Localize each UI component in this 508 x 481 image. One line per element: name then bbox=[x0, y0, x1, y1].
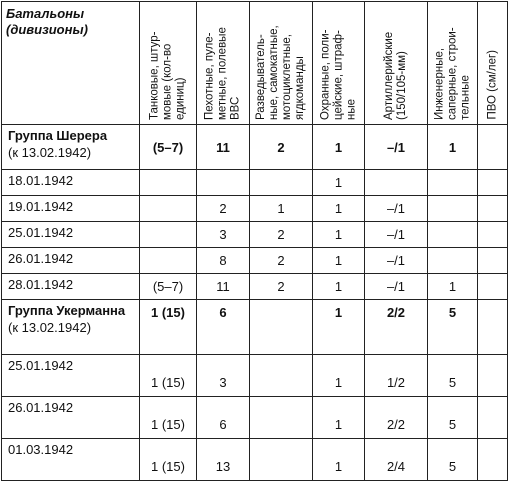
cell-infantry: 3 bbox=[197, 355, 250, 397]
cell-engineers bbox=[428, 248, 478, 274]
cell-infantry: 13 bbox=[197, 439, 250, 481]
cell-security: 1 bbox=[313, 439, 365, 481]
cell-infantry: 6 bbox=[197, 300, 250, 355]
row-label: 19.01.1942 bbox=[2, 196, 140, 222]
col-header-tanks-label: Танковые, штур-мовые (кол-во единиц) bbox=[148, 31, 187, 120]
table-row bbox=[2, 170, 508, 196]
cell-recon bbox=[250, 170, 313, 196]
group-name: Группа Укерманна bbox=[8, 303, 126, 318]
table-row bbox=[2, 125, 508, 170]
cell-artillery: 2/4 bbox=[365, 439, 428, 481]
cell-engineers: 5 bbox=[428, 300, 478, 355]
cell-security: 1 bbox=[313, 222, 365, 248]
cell-tanks bbox=[140, 196, 197, 222]
cell-recon bbox=[250, 355, 313, 397]
cell-security: 1 bbox=[313, 170, 365, 196]
cell-infantry: 2 bbox=[197, 196, 250, 222]
cell-artillery: –/1 bbox=[365, 248, 428, 274]
col-header-artillery-label: Артиллерийские (150/105-мм) bbox=[383, 31, 408, 120]
table-row bbox=[2, 439, 508, 481]
battalions-table bbox=[1, 1, 508, 481]
table-row bbox=[2, 196, 508, 222]
cell-recon: 2 bbox=[250, 274, 313, 300]
cell-tanks bbox=[140, 222, 197, 248]
cell-recon: 2 bbox=[250, 222, 313, 248]
table-row bbox=[2, 397, 508, 439]
cell-security: 1 bbox=[313, 355, 365, 397]
group-name: Группа Шерера bbox=[8, 128, 108, 143]
cell-aa bbox=[478, 397, 508, 439]
cell-artillery: –/1 bbox=[365, 125, 428, 170]
cell-recon bbox=[250, 397, 313, 439]
cell-tanks: 1 (15) bbox=[140, 397, 197, 439]
col-header-artillery bbox=[365, 2, 428, 125]
col-header-recon-label: Разведыватель-ные, самокатные, мотоциклетные, ягдкоманды bbox=[255, 25, 306, 120]
cell-artillery: 2/2 bbox=[365, 397, 428, 439]
cell-security: 1 bbox=[313, 300, 365, 355]
row-label: 26.01.1942 bbox=[2, 248, 140, 274]
cell-infantry: 8 bbox=[197, 248, 250, 274]
table-row bbox=[2, 300, 508, 355]
table-row bbox=[2, 222, 508, 248]
col-header-security bbox=[313, 2, 365, 125]
cell-security: 1 bbox=[313, 125, 365, 170]
col-header-aa-label: ПВО (см/лег) bbox=[486, 50, 498, 120]
cell-tanks: 1 (15) bbox=[140, 300, 197, 355]
cell-tanks bbox=[140, 170, 197, 196]
header-row bbox=[2, 2, 508, 125]
col-header-infantry bbox=[197, 2, 250, 125]
cell-aa bbox=[478, 222, 508, 248]
row-label bbox=[2, 300, 140, 355]
cell-aa bbox=[478, 170, 508, 196]
cell-infantry bbox=[197, 170, 250, 196]
row-label: 18.01.1942 bbox=[2, 170, 140, 196]
cell-aa bbox=[478, 274, 508, 300]
table-row bbox=[2, 274, 508, 300]
corner-header-line1: Батальоны bbox=[6, 6, 85, 21]
cell-security: 1 bbox=[313, 196, 365, 222]
group-date: (к 13.02.1942) bbox=[8, 145, 92, 160]
cell-artillery: 2/2 bbox=[365, 300, 428, 355]
cell-infantry: 11 bbox=[197, 274, 250, 300]
cell-engineers bbox=[428, 196, 478, 222]
cell-tanks: 1 (15) bbox=[140, 355, 197, 397]
cell-engineers bbox=[428, 222, 478, 248]
cell-tanks: (5–7) bbox=[140, 125, 197, 170]
cell-infantry: 6 bbox=[197, 397, 250, 439]
cell-aa bbox=[478, 439, 508, 481]
cell-aa bbox=[478, 300, 508, 355]
col-header-engineers-label: Инженерные, саперные, строи-тельные bbox=[433, 27, 471, 120]
row-label: 01.03.1942 bbox=[2, 439, 140, 481]
cell-engineers: 5 bbox=[428, 397, 478, 439]
cell-artillery bbox=[365, 170, 428, 196]
cell-aa bbox=[478, 125, 508, 170]
cell-artillery: –/1 bbox=[365, 274, 428, 300]
cell-infantry: 11 bbox=[197, 125, 250, 170]
row-label: 28.01.1942 bbox=[2, 274, 140, 300]
row-label: 25.01.1942 bbox=[2, 355, 140, 397]
cell-engineers: 1 bbox=[428, 125, 478, 170]
cell-recon: 1 bbox=[250, 196, 313, 222]
cell-recon bbox=[250, 439, 313, 481]
cell-infantry: 3 bbox=[197, 222, 250, 248]
cell-aa bbox=[478, 355, 508, 397]
col-header-tanks bbox=[140, 2, 197, 125]
cell-security: 1 bbox=[313, 248, 365, 274]
cell-tanks: (5–7) bbox=[140, 274, 197, 300]
cell-artillery: –/1 bbox=[365, 196, 428, 222]
group-date: (к 13.02.1942) bbox=[8, 320, 92, 335]
row-label: 25.01.1942 bbox=[2, 222, 140, 248]
cell-aa bbox=[478, 196, 508, 222]
cell-tanks: 1 (15) bbox=[140, 439, 197, 481]
cell-engineers: 5 bbox=[428, 355, 478, 397]
cell-security: 1 bbox=[313, 397, 365, 439]
cell-recon: 2 bbox=[250, 248, 313, 274]
cell-artillery: –/1 bbox=[365, 222, 428, 248]
row-label bbox=[2, 125, 140, 170]
table-row bbox=[2, 355, 508, 397]
table-row bbox=[2, 248, 508, 274]
cell-artillery: 1/2 bbox=[365, 355, 428, 397]
cell-recon bbox=[250, 300, 313, 355]
corner-header-line2: (дивизионы) bbox=[6, 22, 88, 37]
col-header-security-label: Охранные, поли-цейские, штраф-ные bbox=[319, 29, 357, 120]
corner-header bbox=[2, 2, 140, 125]
col-header-infantry-label: Пехотные, пуле-метные, полевые ВВС bbox=[203, 27, 242, 120]
row-label: 26.01.1942 bbox=[2, 397, 140, 439]
col-header-engineers bbox=[428, 2, 478, 125]
cell-recon: 2 bbox=[250, 125, 313, 170]
cell-engineers: 1 bbox=[428, 274, 478, 300]
col-header-aa bbox=[478, 2, 508, 125]
cell-engineers bbox=[428, 170, 478, 196]
cell-security: 1 bbox=[313, 274, 365, 300]
cell-aa bbox=[478, 248, 508, 274]
cell-engineers: 5 bbox=[428, 439, 478, 481]
col-header-recon bbox=[250, 2, 313, 125]
cell-tanks bbox=[140, 248, 197, 274]
